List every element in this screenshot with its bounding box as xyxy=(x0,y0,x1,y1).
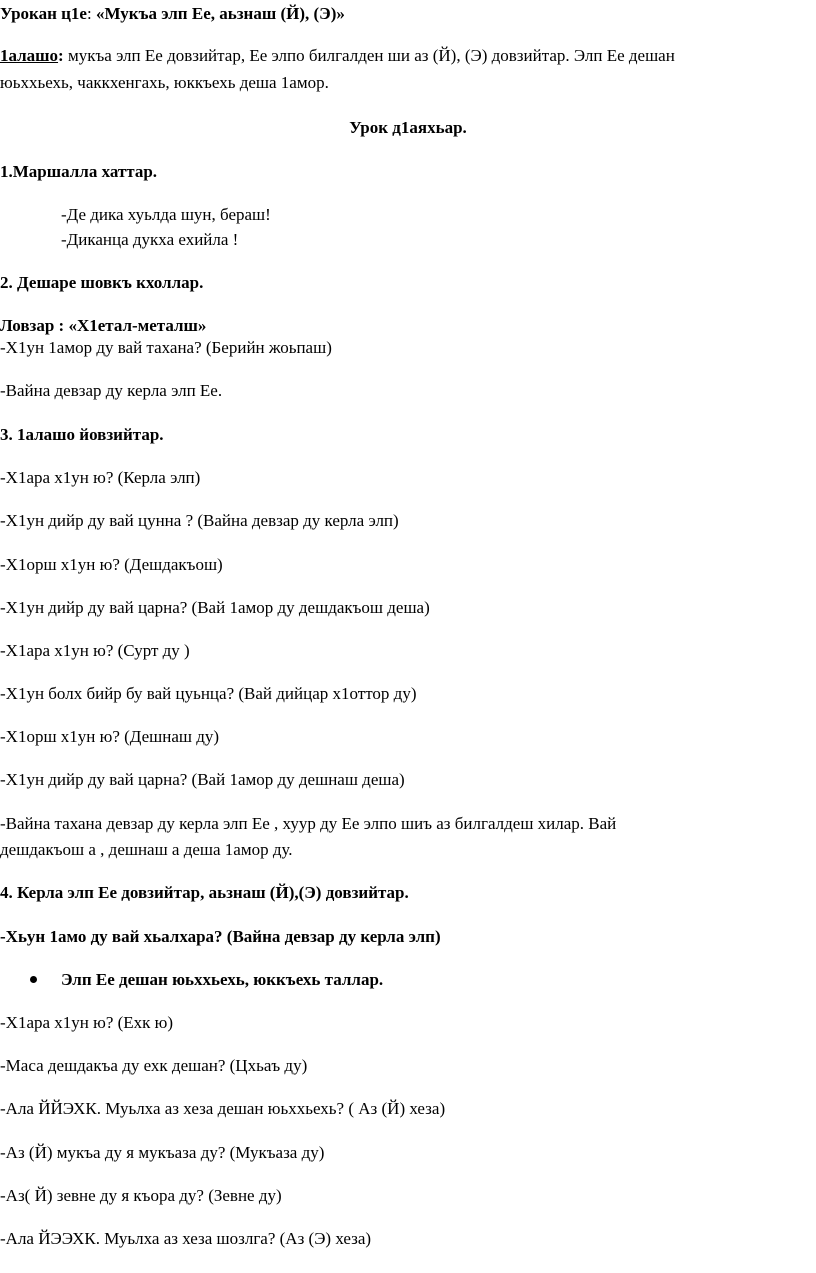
goal-colon: : xyxy=(58,46,64,65)
section-1-heading: 1.Маршалла хаттар. xyxy=(0,162,158,181)
dialogue-line: -Аз (Й) мукъа ду я мукъаза ду? (Мукъаза ду) xyxy=(0,1143,325,1162)
dialogue-line: -Х1ун дийр ду вай царна? (Вай 1амор ду дешдакъош деша) xyxy=(0,598,430,617)
section-2-heading: 2. Дешаре шовкъ кхоллар. xyxy=(0,273,204,292)
greeting-line-1: -Де дика хуьлда шун, бераш! xyxy=(61,205,271,224)
riddle-answer: -Вайна девзар ду керла элп Ее. xyxy=(0,381,223,400)
dialogue-line: -Х1ун дийр ду вай цунна ? (Вайна девзар ду керла элп) xyxy=(0,511,399,530)
summary-line-2: дешдакъош а , дешнаш а деша 1амор ду. xyxy=(0,840,293,859)
lesson-topic-text: «Мукъа элп Ее, аьзнаш (Й), (Э)» xyxy=(91,4,345,23)
section-4-heading: 4. Керла элп Ее довзийтар, аьзнаш (Й),(Э) довзийтар. xyxy=(0,883,409,902)
dialogue-line: -Х1ара х1ун ю? (Ехк ю) xyxy=(0,1013,174,1032)
goal-text-1: мукъа элп Ее довзийтар, Ее элпо билгалден ши аз (Й), (Э) довзийтар. Элп Ее дешан xyxy=(63,46,675,65)
dialogue-line: -Х1ун болх бийр бу вай цуьнца? (Вай дийцар х1оттор ду) xyxy=(0,684,417,703)
riddle-question: -Х1ун 1амор ду вай тахана? (Берийн жоьпаш) xyxy=(0,338,332,357)
greeting-line-2: -Диканца дукха ехийла ! xyxy=(61,230,239,249)
section-4-question: -Хьун 1амо ду вай хьалхара? (Вайна девзар ду керла элп) xyxy=(0,927,441,946)
dialogue-line: -Х1орш х1ун ю? (Дешнаш ду) xyxy=(0,727,220,746)
dialogue-line: -Ала ЙЙЭХК. Муьлха аз хеза дешан юьххьехь? ( Аз (Й) хеза) xyxy=(0,1099,446,1118)
dialogue-line: -Х1ун дийр ду вай царна? (Вай 1амор ду дешнаш деша) xyxy=(0,770,405,789)
goal-line-1 xyxy=(0,45,675,67)
goal-line-2: юьххьехь, чаккхенгахь, юккъехь деша 1амор. xyxy=(0,73,329,92)
lesson-topic-lead: Урокан ц1е xyxy=(0,4,87,23)
lesson-topic-colon: : xyxy=(86,4,92,23)
dialogue-line: -Х1ара х1ун ю? (Сурт ду ) xyxy=(0,641,190,660)
bullet-item: Элп Ее дешан юьххьехь, юккъехь таллар. xyxy=(61,970,384,989)
dialogue-line: -Х1орш х1ун ю? (Дешдакъош) xyxy=(0,555,223,574)
section-3-heading: 3. 1алашо йовзийтар. xyxy=(0,425,164,444)
goal-label: 1алашо xyxy=(0,46,59,65)
lesson-topic xyxy=(0,3,345,25)
riddle-heading: Ловзар : «Х1етал-металш» xyxy=(0,316,207,335)
bullet-icon xyxy=(30,976,37,983)
dialogue-line: -Маса дешдакъа ду ехк дешан? (Цхьаъ ду) xyxy=(0,1056,308,1075)
dialogue-line: -Х1ара х1ун ю? (Керла элп) xyxy=(0,468,201,487)
dialogue-line: -Аз( Й) зевне ду я къора ду? (Зевне ду) xyxy=(0,1186,282,1205)
dialogue-line: -Ала ЙЭЭХК. Муьлха аз хеза шозлга? (Аз (Э) хеза) xyxy=(0,1229,372,1248)
summary-line-1: -Вайна тахана девзар ду керла элп Ее , хуур ду Ее элпо шиъ аз билгалдеш хилар. Вай xyxy=(0,814,617,833)
lesson-heading: Урок д1аяхьар. xyxy=(349,118,467,137)
